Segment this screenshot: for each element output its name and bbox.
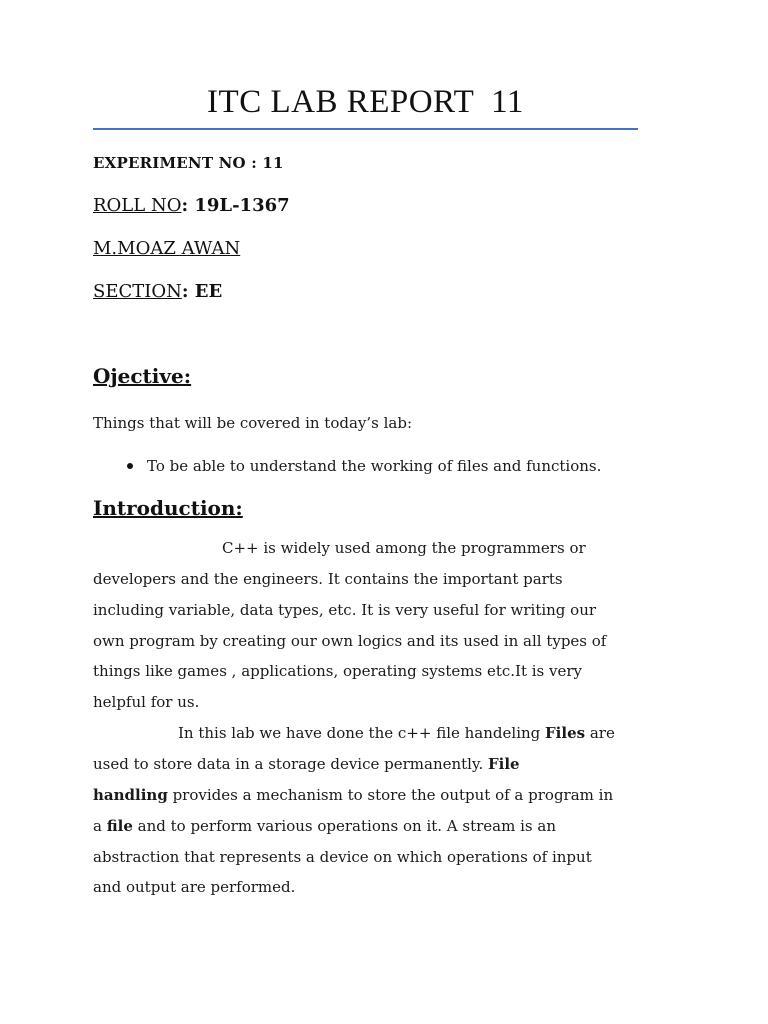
intro-line-5: things like games , applications, operating systems etc.It is very <box>93 662 583 680</box>
para2-line-4-start: a <box>93 817 107 835</box>
title-underline-rule <box>93 128 638 130</box>
roll-number-label: ROLL NO <box>93 195 182 216</box>
experiment-number: EXPERIMENT NO : 11 <box>93 154 284 172</box>
para2-line-1 <box>178 724 615 742</box>
student-name: M.MOAZ AWAN <box>93 238 241 259</box>
para2-line-5: abstraction that represents a device on which operations of input <box>93 848 592 866</box>
objective-intro-text: Things that will be covered in today’s lab: <box>93 414 412 432</box>
para2-line-3 <box>93 786 613 804</box>
para2-line-6: and output are performed. <box>93 878 296 896</box>
intro-line-4: own program by creating our own logics and its used in all types of <box>93 632 607 650</box>
intro-line-6: helpful for us. <box>93 693 200 711</box>
section-label: SECTION <box>93 281 182 302</box>
intro-line-3: including variable, data types, etc. It is very useful for writing our <box>93 601 597 619</box>
intro-line-2: developers and the engineers. It contains the important parts <box>93 570 563 588</box>
para2-line-1-bold: Files <box>545 724 586 742</box>
objective-bullet-text: To be able to understand the working of files and functions. <box>147 457 602 475</box>
para2-line-3-bold: handling <box>93 786 168 804</box>
objective-heading: Ojective: <box>93 364 192 388</box>
para2-line-1-text: In this lab we have done the c++ file handeling <box>178 724 546 742</box>
introduction-heading: Introduction: <box>93 496 243 520</box>
para2-line-4-text: and to perform various operations on it. A stream is an <box>132 817 556 835</box>
intro-line-1: C++ is widely used among the programmers or <box>222 539 586 557</box>
para2-line-2-bold: File <box>488 755 520 773</box>
para2-line-4 <box>93 817 556 835</box>
para2-line-4-bold: file <box>106 817 133 835</box>
section <box>93 281 222 302</box>
para2-line-2-text: used to store data in a storage device permanently. <box>93 755 488 773</box>
section-value: : EE <box>181 281 223 302</box>
roll-number <box>93 195 290 216</box>
para2-line-3-text: provides a mechanism to store the output of a program in <box>167 786 614 804</box>
para2-line-2 <box>93 755 520 773</box>
objective-bullet-item <box>127 457 601 475</box>
para2-line-1-end: are <box>585 724 615 742</box>
bullet-icon <box>127 463 133 469</box>
report-title: ITC LAB REPORT 11 <box>207 84 524 120</box>
roll-number-value: : 19L-1367 <box>181 195 290 216</box>
